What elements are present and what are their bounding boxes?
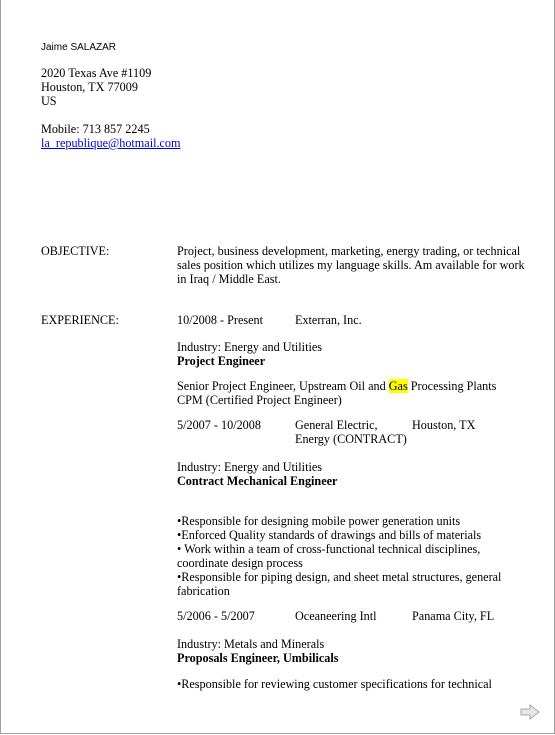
job1-dates: 10/2008 - Present — [177, 313, 263, 327]
job2-dates: 5/2007 - 10/2008 — [177, 418, 261, 432]
job2-company-line-1: General Electric, — [295, 418, 378, 432]
job2-bullet-4-line-1: •Responsible for piping design, and sheet metal structures, general — [177, 570, 502, 584]
objective-heading: OBJECTIVE: — [41, 244, 110, 258]
address-country: US — [41, 94, 57, 108]
job1-description-line-2: CPM (Certified Project Engineer) — [177, 393, 342, 407]
address-line-2: Houston, TX 77009 — [41, 80, 138, 94]
job3-location: Panama City, FL — [412, 609, 495, 623]
job3-company: Oceaneering Intl — [295, 609, 377, 623]
job1-company: Exterran, Inc. — [295, 313, 362, 327]
job1-title: Project Engineer — [177, 354, 266, 368]
job1-desc-pre: Senior Project Engineer, Upstream Oil and — [177, 379, 389, 393]
objective-line-1: Project, business development, marketing, energy trading, or technical — [177, 244, 521, 258]
job3-dates: 5/2006 - 5/2007 — [177, 609, 255, 623]
objective-line-3: in Iraq / Middle East. — [177, 272, 281, 286]
job3-title: Proposals Engineer, Umbilicals — [177, 651, 339, 665]
job2-location: Houston, TX — [412, 418, 476, 432]
job2-bullet-3-line-1: • Work within a team of cross-functional technical disciplines, — [177, 542, 481, 556]
job2-bullet-2: •Enforced Quality standards of drawings and bills of materials — [177, 528, 482, 542]
job3-industry: Industry: Metals and Minerals — [177, 637, 325, 651]
job3-bullet-1: •Responsible for reviewing customer specifications for technical — [177, 677, 492, 691]
address-line-1: 2020 Texas Ave #1109 — [41, 66, 152, 80]
job1-desc-post: Processing Plants — [407, 379, 497, 393]
experience-heading: EXPERIENCE: — [41, 313, 119, 327]
mobile-number: Mobile: 713 857 2245 — [41, 122, 150, 136]
email-link[interactable]: la_republique@hotmail.com — [41, 136, 181, 150]
job1-description-line-1 — [177, 379, 496, 393]
job2-industry: Industry: Energy and Utilities — [177, 460, 322, 474]
next-page-arrow-icon[interactable] — [520, 704, 540, 720]
job2-company-line-2: Energy (CONTRACT) — [295, 432, 407, 446]
job2-bullet-4-line-2: fabrication — [177, 584, 230, 598]
job2-title: Contract Mechanical Engineer — [177, 474, 338, 488]
objective-line-2: sales position which utilizes my language skills. Am available for work — [177, 258, 525, 272]
job1-industry: Industry: Energy and Utilities — [177, 340, 322, 354]
job1-desc-highlight: Gas — [388, 379, 408, 393]
job2-bullet-3-line-2: coordinate design process — [177, 556, 303, 570]
resume-name: Jaime SALAZAR — [41, 42, 117, 53]
job2-bullet-1: •Responsible for designing mobile power generation units — [177, 514, 461, 528]
